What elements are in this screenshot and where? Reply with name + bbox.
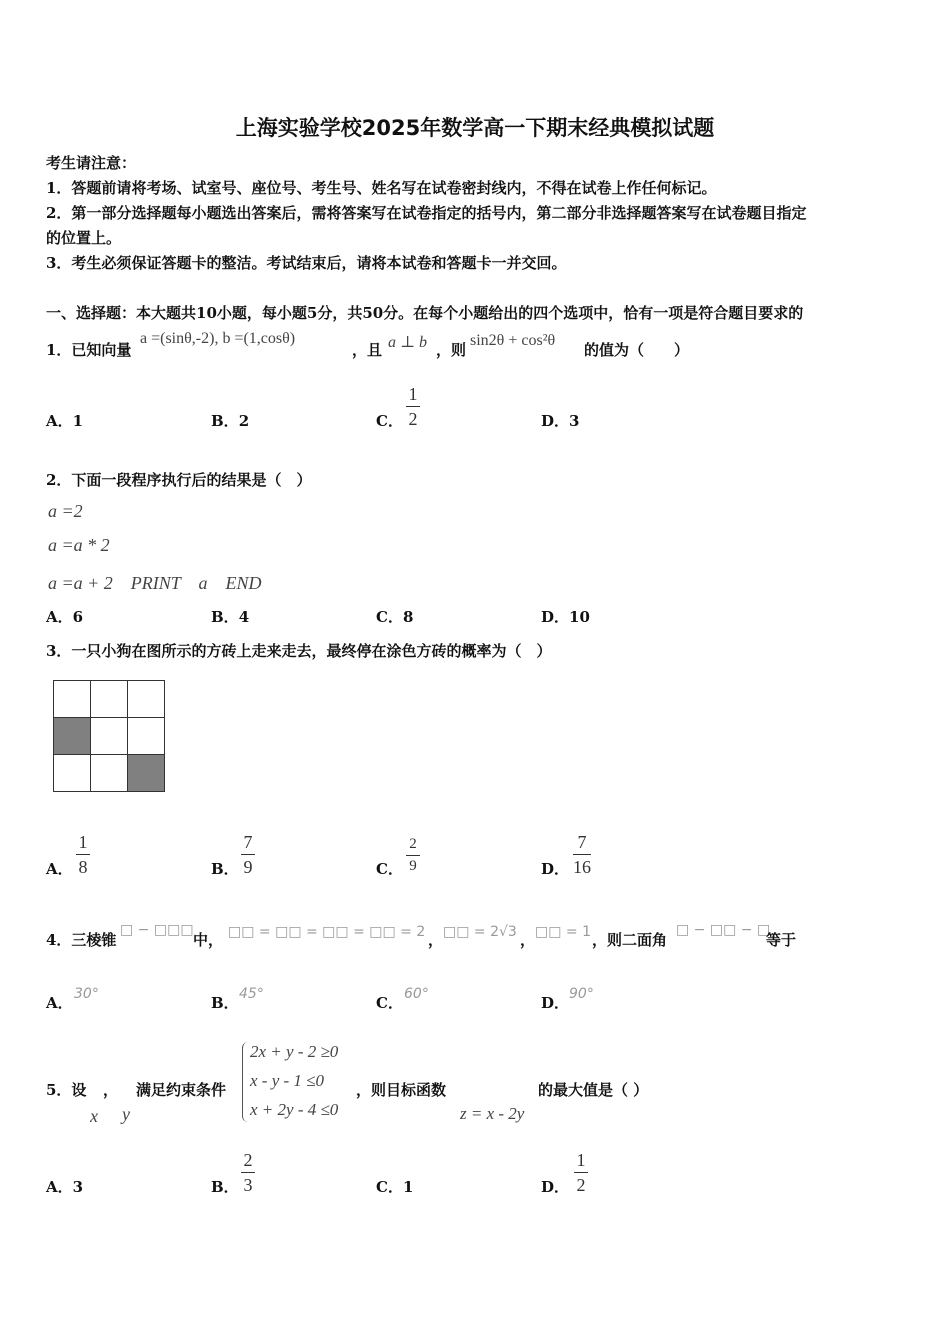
q5-option-a: A．3 xyxy=(46,1178,84,1196)
q4-glyph-2: □□ = □□ = □□ = □□ = 2 xyxy=(228,924,426,940)
tile xyxy=(128,718,165,755)
q3-option-d-fraction: 7 16 xyxy=(573,832,591,877)
q4-option-d-value: 90° xyxy=(569,986,594,1002)
q1-option-b: B．2 xyxy=(211,412,250,430)
q3-option-a-fraction: 1 8 xyxy=(76,832,90,877)
q4-text-2: ， xyxy=(428,931,444,949)
q1-vectors: a =(sinθ,-2), b =(1,cosθ) xyxy=(140,330,296,347)
q5-option-d-fraction: 1 2 xyxy=(574,1150,588,1195)
q5-var-y: y xyxy=(122,1104,130,1124)
q5-option-b-fraction: 2 3 xyxy=(241,1150,255,1195)
q4-text-3: ， xyxy=(520,931,536,949)
q5-var-x: x xyxy=(90,1106,98,1126)
q4-glyph-4: □□ = 1 xyxy=(535,924,591,940)
notice-item-3: 3．考生必须保证答题卡的整洁。考试结束后，请将本试卷和答题卡一并交回。 xyxy=(46,254,567,272)
q5-comma: ， xyxy=(103,1081,119,1099)
tile xyxy=(128,681,165,718)
q3-option-b-fraction: 7 9 xyxy=(241,832,255,877)
tile xyxy=(91,681,128,718)
shaded-tile xyxy=(128,755,165,792)
q5-option-d-label: D． xyxy=(541,1178,570,1196)
q3-option-c-fraction: 2 9 xyxy=(406,836,420,875)
q2-option-c: C．8 xyxy=(376,608,414,626)
q2-line-1: a =2 xyxy=(48,501,83,521)
q4-glyph-3: □□ = 2√3 xyxy=(443,924,517,940)
page-title: 上海实验学校2025年数学高一下期末经典模拟试题 xyxy=(235,116,715,140)
q4-prefix: 4．三棱锥 xyxy=(46,931,117,949)
q2-stem: 2．下面一段程序执行后的结果是（ ） xyxy=(46,471,312,489)
q2-option-d: D．10 xyxy=(541,608,590,626)
q3-option-d-label: D． xyxy=(541,860,570,878)
notice-item-1: 1．答题前请将考场、试室号、座位号、考生号、姓名写在试卷密封线内，不得在试卷上作任何标记。 xyxy=(46,179,717,197)
q5-option-c: C．1 xyxy=(376,1178,414,1196)
q5-option-b-label: B． xyxy=(211,1178,239,1196)
q5-mid: 满足约束条件 xyxy=(136,1081,227,1099)
q1-condition: a ⊥ b xyxy=(388,334,428,351)
q4-option-a-label: A． xyxy=(46,994,73,1012)
tile xyxy=(54,681,91,718)
q1-suffix: 的值为（ ） xyxy=(584,341,690,359)
tile xyxy=(54,755,91,792)
q5-mid2: ，则目标函数 xyxy=(356,1081,447,1099)
q4-option-d-label: D． xyxy=(541,994,570,1012)
q1-option-c-label: C． xyxy=(376,412,403,430)
q5-objective: z = x - 2y xyxy=(460,1104,525,1123)
notice-item-2: 2．第一部分选择题每小题选出答案后，需将答案写在试卷指定的括号内，第二部分非选择题答案写在试卷题目指定 xyxy=(46,204,807,222)
q2-option-b: B．4 xyxy=(211,608,250,626)
q4-glyph-1: □ − □□□ xyxy=(120,922,194,938)
q4-option-c-value: 60° xyxy=(404,986,429,1002)
q1-expression: sin2θ + cos²θ xyxy=(470,332,556,349)
q4-option-c-label: C． xyxy=(376,994,403,1012)
q5-prefix: 5．设 xyxy=(46,1081,87,1099)
notice-heading: 考生请注意： xyxy=(46,154,137,172)
q3-option-a-label: A． xyxy=(46,860,73,878)
q5-constraint-3: x + 2y - 4 ≤0 xyxy=(250,1100,339,1119)
q3-stem: 3．一只小狗在图所示的方砖上走来走去，最终停在涂色方砖的概率为（ ） xyxy=(46,642,552,660)
q4-text-5: 等于 xyxy=(766,931,797,949)
q3-option-c-label: C． xyxy=(376,860,403,878)
section-heading: 一、选择题：本大题共10小题，每小题5分，共50分。在每个小题给出的四个选项中，恰有一项是符合题目要求的 xyxy=(46,304,804,322)
q2-line-2: a =a * 2 xyxy=(48,535,110,555)
q5-suffix: 的最大值是（ ） xyxy=(538,1081,649,1099)
q4-option-a-value: 30° xyxy=(74,986,99,1002)
q1-option-c-fraction: 1 2 xyxy=(406,384,420,429)
q5-constraint-2: x - y - 1 ≤0 xyxy=(250,1071,324,1090)
q4-text-1: 中， xyxy=(193,931,224,949)
q2-line-3: a =a + 2 PRINT a END xyxy=(48,573,262,593)
q4-option-b-label: B． xyxy=(211,994,239,1012)
q4-glyph-5: □ − □□ − □ xyxy=(676,922,771,938)
q2-option-a: A．6 xyxy=(46,608,84,626)
q4-text-4: ，则二面角 xyxy=(592,931,668,949)
q1-prefix: 1．已知向量 xyxy=(46,341,132,359)
q4-option-b-value: 45° xyxy=(239,986,264,1002)
shaded-tile xyxy=(54,718,91,755)
q1-option-d: D．3 xyxy=(541,412,580,430)
tile xyxy=(91,718,128,755)
tile xyxy=(91,755,128,792)
q1-mid1: ，且 xyxy=(352,341,383,359)
notice-item-2-cont: 的位置上。 xyxy=(46,229,122,247)
q1-option-a: A．1 xyxy=(46,412,84,430)
tile-grid-figure xyxy=(53,680,165,792)
q3-option-b-label: B． xyxy=(211,860,239,878)
q1-mid2: ，则 xyxy=(436,341,467,359)
q5-constraint-1: 2x + y - 2 ≥0 xyxy=(250,1042,339,1061)
